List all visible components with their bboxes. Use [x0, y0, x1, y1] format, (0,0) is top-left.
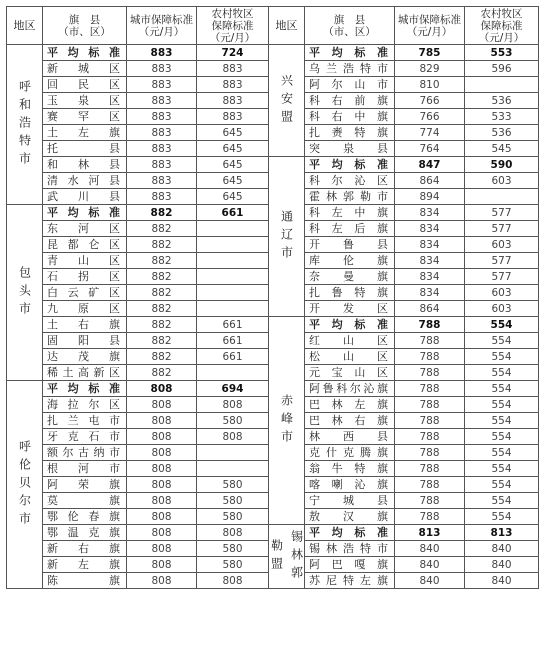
right-urban-value: 864 [395, 173, 465, 189]
left-urban-value: 882 [127, 221, 197, 237]
right-rural-value: 554 [465, 317, 539, 333]
left-rural-value: 645 [197, 141, 269, 157]
left-rural-value: 580 [197, 477, 269, 493]
header-urban-right: 城市保障标准 （元/月） [395, 7, 465, 45]
right-rural-value: 554 [465, 413, 539, 429]
left-county-cell: 清水河县 [43, 173, 127, 189]
left-rural-value: 661 [197, 317, 269, 333]
right-county-cell: 扎赉特旗 [305, 125, 395, 141]
left-urban-value: 808 [127, 509, 197, 525]
left-urban-value: 883 [127, 189, 197, 205]
left-urban-value: 882 [127, 365, 197, 381]
left-county-cell: 玉泉区 [43, 93, 127, 109]
right-county-cell: 科尔沁区 [305, 173, 395, 189]
right-urban-value: 829 [395, 61, 465, 77]
left-urban-value: 808 [127, 573, 197, 589]
left-rural-value: 645 [197, 189, 269, 205]
right-urban-value: 834 [395, 237, 465, 253]
right-county-cell: 库伦旗 [305, 253, 395, 269]
left-rural-value: 808 [197, 525, 269, 541]
left-county-cell: 白云矿区 [43, 285, 127, 301]
right-rural-value: 577 [465, 221, 539, 237]
left-urban-value: 808 [127, 429, 197, 445]
left-rural-value: 580 [197, 541, 269, 557]
right-rural-value: 536 [465, 93, 539, 109]
right-county-cell: 开鲁县 [305, 237, 395, 253]
left-county-cell: 额尔古纳市 [43, 445, 127, 461]
right-rural-value: 840 [465, 573, 539, 589]
left-urban-value: 808 [127, 541, 197, 557]
allowance-standards-table [6, 6, 539, 589]
left-county-cell: 扎兰屯市 [43, 413, 127, 429]
right-urban-value: 840 [395, 573, 465, 589]
right-area-cell: 兴安盟 [269, 45, 305, 157]
left-urban-value: 883 [127, 61, 197, 77]
left-area-cell: 呼和浩特市 [7, 45, 43, 205]
right-urban-value: 788 [395, 477, 465, 493]
right-county-cell: 科右中旗 [305, 109, 395, 125]
left-urban-value: 808 [127, 445, 197, 461]
left-county-cell: 新左旗 [43, 557, 127, 573]
right-county-cell: 阿鲁科尔沁旗 [305, 381, 395, 397]
right-rural-value: 536 [465, 125, 539, 141]
left-urban-value: 808 [127, 477, 197, 493]
right-urban-value: 834 [395, 269, 465, 285]
left-county-cell: 平均标准 [43, 205, 127, 221]
right-urban-value: 788 [395, 317, 465, 333]
right-county-cell: 敖汉旗 [305, 509, 395, 525]
right-county-cell: 扎鲁特旗 [305, 285, 395, 301]
right-urban-value: 766 [395, 93, 465, 109]
left-area-cell: 呼伦贝尔市 [7, 381, 43, 589]
header-area-right: 地区 [269, 7, 305, 45]
right-rural-value: 840 [465, 557, 539, 573]
right-county-cell: 红山区 [305, 333, 395, 349]
right-rural-value: 577 [465, 253, 539, 269]
left-county-cell: 陈旗 [43, 573, 127, 589]
right-urban-value: 788 [395, 333, 465, 349]
right-rural-value [465, 77, 539, 93]
right-rural-value: 554 [465, 429, 539, 445]
left-urban-value: 883 [127, 141, 197, 157]
left-urban-value: 882 [127, 333, 197, 349]
right-rural-value: 554 [465, 509, 539, 525]
right-rural-value: 813 [465, 525, 539, 541]
right-county-cell: 科左中旗 [305, 205, 395, 221]
left-county-cell: 根河市 [43, 461, 127, 477]
right-urban-value: 788 [395, 509, 465, 525]
left-county-cell: 固阳县 [43, 333, 127, 349]
right-rural-value: 577 [465, 269, 539, 285]
left-urban-value: 808 [127, 493, 197, 509]
left-rural-value: 883 [197, 93, 269, 109]
right-rural-value: 603 [465, 285, 539, 301]
right-rural-value: 554 [465, 333, 539, 349]
left-rural-value [197, 237, 269, 253]
right-county-cell: 喀喇沁旗 [305, 477, 395, 493]
right-area-cell: 赤峰市 [269, 317, 305, 525]
right-county-cell: 平均标准 [305, 525, 395, 541]
left-county-cell: 东河区 [43, 221, 127, 237]
right-rural-value: 554 [465, 493, 539, 509]
right-rural-value: 554 [465, 365, 539, 381]
right-county-cell: 巴林右旗 [305, 413, 395, 429]
right-area-cell: 锡林郭勒盟 [269, 525, 305, 589]
left-rural-value: 694 [197, 381, 269, 397]
right-rural-value: 603 [465, 301, 539, 317]
header-county-left: 旗 县 （市、区） [43, 7, 127, 45]
right-rural-value: 554 [465, 445, 539, 461]
right-county-cell: 平均标准 [305, 157, 395, 173]
right-county-cell: 奈曼旗 [305, 269, 395, 285]
left-county-cell: 平均标准 [43, 381, 127, 397]
right-county-cell: 乌兰浩特市 [305, 61, 395, 77]
right-urban-value: 788 [395, 381, 465, 397]
right-urban-value: 813 [395, 525, 465, 541]
right-urban-value: 834 [395, 253, 465, 269]
right-urban-value: 788 [395, 349, 465, 365]
right-rural-value: 553 [465, 45, 539, 61]
right-urban-value: 834 [395, 221, 465, 237]
left-rural-value: 883 [197, 109, 269, 125]
left-urban-value: 882 [127, 317, 197, 333]
left-urban-value: 883 [127, 77, 197, 93]
right-county-cell: 霍林郭勒市 [305, 189, 395, 205]
right-urban-value: 788 [395, 413, 465, 429]
right-urban-value: 847 [395, 157, 465, 173]
right-rural-value: 554 [465, 381, 539, 397]
right-county-cell: 突泉县 [305, 141, 395, 157]
right-county-cell: 开发区 [305, 301, 395, 317]
header-county-right: 旗 县 （市、区） [305, 7, 395, 45]
left-county-cell: 和林县 [43, 157, 127, 173]
left-urban-value: 883 [127, 173, 197, 189]
left-rural-value: 580 [197, 413, 269, 429]
left-rural-value [197, 285, 269, 301]
right-county-cell: 苏尼特左旗 [305, 573, 395, 589]
right-county-cell: 科左后旗 [305, 221, 395, 237]
right-urban-value: 788 [395, 445, 465, 461]
left-urban-value: 808 [127, 381, 197, 397]
right-rural-value: 554 [465, 397, 539, 413]
left-rural-value [197, 253, 269, 269]
right-county-cell: 翁牛特旗 [305, 461, 395, 477]
left-rural-value [197, 461, 269, 477]
left-rural-value: 580 [197, 493, 269, 509]
right-urban-value: 864 [395, 301, 465, 317]
left-county-cell: 牙克石市 [43, 429, 127, 445]
left-urban-value: 882 [127, 205, 197, 221]
table-row [7, 525, 539, 541]
left-rural-value: 883 [197, 77, 269, 93]
right-county-cell: 元宝山区 [305, 365, 395, 381]
right-urban-value: 788 [395, 429, 465, 445]
right-county-cell: 克什克腾旗 [305, 445, 395, 461]
left-rural-value: 808 [197, 573, 269, 589]
right-urban-value: 766 [395, 109, 465, 125]
left-urban-value: 883 [127, 125, 197, 141]
right-urban-value: 834 [395, 205, 465, 221]
left-urban-value: 882 [127, 285, 197, 301]
left-rural-value: 645 [197, 125, 269, 141]
right-urban-value: 788 [395, 365, 465, 381]
left-county-cell: 稀土高新区 [43, 365, 127, 381]
left-county-cell: 鄂伦春旗 [43, 509, 127, 525]
right-rural-value: 554 [465, 349, 539, 365]
left-county-cell: 海拉尔区 [43, 397, 127, 413]
right-county-cell: 宁城县 [305, 493, 395, 509]
right-rural-value: 533 [465, 109, 539, 125]
right-rural-value: 554 [465, 477, 539, 493]
left-rural-value: 645 [197, 173, 269, 189]
left-urban-value: 808 [127, 461, 197, 477]
left-county-cell: 青山区 [43, 253, 127, 269]
right-rural-value: 590 [465, 157, 539, 173]
left-county-cell: 平均标准 [43, 45, 127, 61]
left-area-cell: 包头市 [7, 205, 43, 381]
left-urban-value: 883 [127, 157, 197, 173]
right-rural-value: 554 [465, 461, 539, 477]
right-county-cell: 科右前旗 [305, 93, 395, 109]
left-urban-value: 882 [127, 301, 197, 317]
left-county-cell: 昆都仑区 [43, 237, 127, 253]
right-urban-value: 810 [395, 77, 465, 93]
left-rural-value: 661 [197, 333, 269, 349]
left-urban-value: 808 [127, 525, 197, 541]
right-county-cell: 平均标准 [305, 45, 395, 61]
right-urban-value: 788 [395, 461, 465, 477]
left-rural-value: 724 [197, 45, 269, 61]
right-urban-value: 834 [395, 285, 465, 301]
left-county-cell: 鄂温克旗 [43, 525, 127, 541]
left-county-cell: 土右旗 [43, 317, 127, 333]
left-county-cell: 阿荣旗 [43, 477, 127, 493]
left-rural-value: 580 [197, 509, 269, 525]
right-rural-value: 596 [465, 61, 539, 77]
table-body [7, 45, 539, 589]
right-county-cell: 巴林左旗 [305, 397, 395, 413]
left-rural-value [197, 269, 269, 285]
left-county-cell: 新城区 [43, 61, 127, 77]
right-urban-value: 788 [395, 493, 465, 509]
left-urban-value: 883 [127, 109, 197, 125]
right-rural-value: 577 [465, 205, 539, 221]
right-county-cell: 松山区 [305, 349, 395, 365]
left-county-cell: 九原区 [43, 301, 127, 317]
right-rural-value: 840 [465, 541, 539, 557]
left-rural-value [197, 221, 269, 237]
left-urban-value: 883 [127, 93, 197, 109]
header-area-left: 地区 [7, 7, 43, 45]
right-urban-value: 774 [395, 125, 465, 141]
left-urban-value: 808 [127, 413, 197, 429]
right-rural-value [465, 189, 539, 205]
header-rural-right: 农村牧区 保障标准 （元/月） [465, 7, 539, 45]
left-urban-value: 808 [127, 397, 197, 413]
right-urban-value: 785 [395, 45, 465, 61]
table-row [7, 317, 539, 333]
left-rural-value: 808 [197, 429, 269, 445]
left-rural-value: 883 [197, 61, 269, 77]
left-rural-value [197, 301, 269, 317]
right-rural-value: 603 [465, 173, 539, 189]
table-row [7, 45, 539, 61]
left-county-cell: 土左旗 [43, 125, 127, 141]
left-rural-value: 661 [197, 349, 269, 365]
right-rural-value: 545 [465, 141, 539, 157]
left-urban-value: 882 [127, 349, 197, 365]
header-rural-left: 农村牧区 保障标准 （元/月） [197, 7, 269, 45]
left-county-cell: 新右旗 [43, 541, 127, 557]
right-urban-value: 840 [395, 541, 465, 557]
left-rural-value: 645 [197, 157, 269, 173]
left-urban-value: 882 [127, 237, 197, 253]
left-urban-value: 808 [127, 557, 197, 573]
right-county-cell: 平均标准 [305, 317, 395, 333]
left-urban-value: 882 [127, 253, 197, 269]
left-county-cell: 达茂旗 [43, 349, 127, 365]
table-header-row [7, 7, 539, 45]
right-county-cell: 阿尔山市 [305, 77, 395, 93]
left-rural-value: 580 [197, 557, 269, 573]
header-urban-left: 城市保障标准 （元/月） [127, 7, 197, 45]
right-urban-value: 788 [395, 397, 465, 413]
left-rural-value: 661 [197, 205, 269, 221]
right-county-cell: 阿巴嘎旗 [305, 557, 395, 573]
right-county-cell: 锡林浩特市 [305, 541, 395, 557]
table-row [7, 157, 539, 173]
right-area-cell: 通辽市 [269, 157, 305, 317]
left-urban-value: 882 [127, 269, 197, 285]
right-rural-value: 603 [465, 237, 539, 253]
left-county-cell: 回民区 [43, 77, 127, 93]
right-county-cell: 林西县 [305, 429, 395, 445]
left-rural-value [197, 445, 269, 461]
left-urban-value: 883 [127, 45, 197, 61]
right-urban-value: 764 [395, 141, 465, 157]
left-rural-value [197, 365, 269, 381]
left-county-cell: 武川县 [43, 189, 127, 205]
left-county-cell: 托县 [43, 141, 127, 157]
right-urban-value: 840 [395, 557, 465, 573]
left-rural-value: 808 [197, 397, 269, 413]
left-county-cell: 石拐区 [43, 269, 127, 285]
left-county-cell: 赛罕区 [43, 109, 127, 125]
right-urban-value: 894 [395, 189, 465, 205]
left-county-cell: 莫旗 [43, 493, 127, 509]
